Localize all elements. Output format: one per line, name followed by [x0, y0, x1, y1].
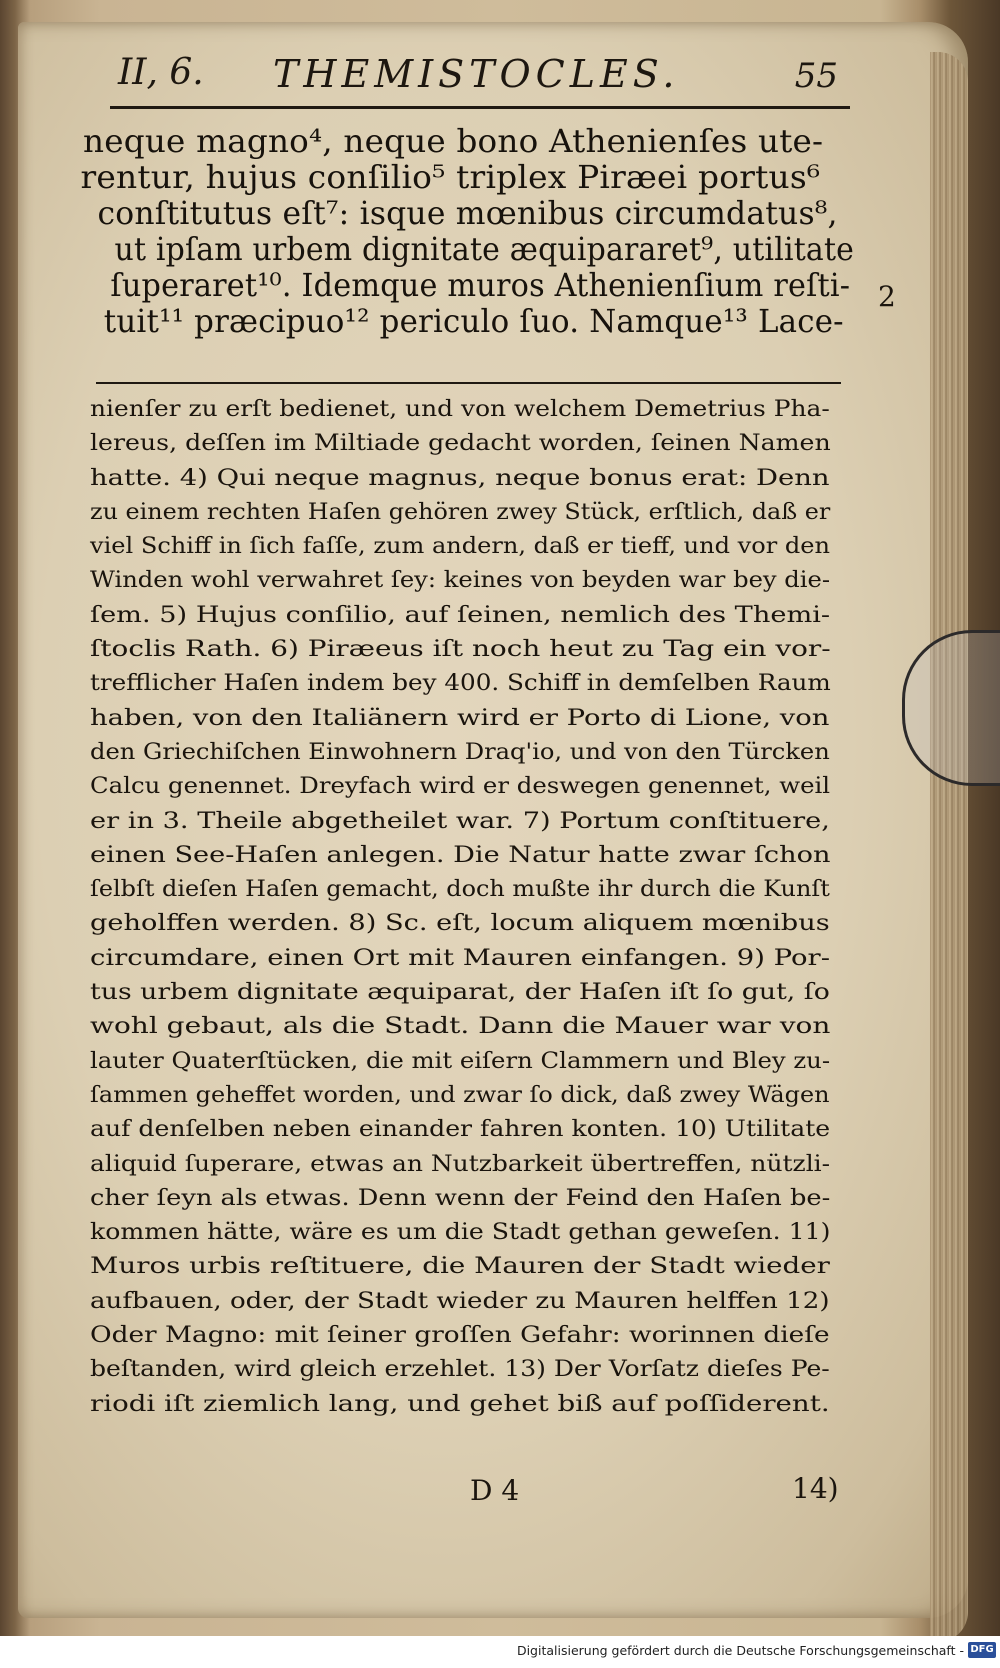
- credit-bar: [0, 1636, 1000, 1668]
- latin-line: conſtitutus eſt⁷: isque mœnibus circumdatus⁸,: [97, 196, 838, 232]
- note-line: geholffen werden. 8) Sc. eſt, locum aliquem mœnibus: [90, 910, 830, 937]
- latin-line: rentur, hujus conſilio⁵ triplex Piræei portus⁶: [80, 160, 821, 196]
- dfg-logo: DFG: [968, 1642, 996, 1658]
- header-rule: [110, 106, 850, 109]
- header-title: THEMISTOCLES.: [273, 52, 680, 96]
- note-line: beſtanden, wird gleich erzehlet. 13) Der Vorſatz dieſes Pe-: [90, 1356, 830, 1383]
- note-line: Oder Magno: mit ſeiner groſſen Gefahr: worinnen dieſe: [90, 1322, 830, 1349]
- note-line: kommen hätte, wäre es um die Stadt gethan geweſen. 11): [90, 1219, 831, 1246]
- note-line: cher ſeyn als etwas. Denn wenn der Feind den Haſen be-: [90, 1184, 831, 1211]
- note-line: den Griechiſchen Einwohnern Draq'io, und von den Türcken: [90, 738, 830, 765]
- footnotes-block: [90, 392, 850, 1421]
- note-line: riodi iſt ziemlich lang, und gehet biß auf poſſiderent.: [90, 1390, 830, 1417]
- note-line: lereus, deſſen im Miltiade gedacht worden, ſeinen Namen: [90, 430, 831, 457]
- note-line: hatte. 4) Qui neque magnus, neque bonus erat: Denn: [90, 464, 830, 491]
- note-line: wohl gebaut, als die Stadt. Dann die Mauer war von: [90, 1013, 831, 1040]
- note-line: Winden wohl verwahret ſey: keines von beyden war bey die-: [90, 567, 831, 594]
- latin-text-block: [80, 124, 855, 340]
- note-line: aufbauen, oder, der Stadt wieder zu Mauren helffen 12): [90, 1287, 830, 1314]
- note-line: haben, von den Italiänern wird er Porto di Lione, von: [90, 704, 830, 731]
- note-line: ſelbſt dieſen Haſen gemacht, doch mußte ihr durch die Kunſt: [90, 876, 830, 903]
- margin-number: 2: [878, 280, 896, 313]
- note-line: trefflicher Haſen indem bey 400. Schiff in demſelben Raum: [90, 670, 831, 697]
- note-line: zu einem rechten Haſen gehören zwey Stück, erſtlich, daß er: [90, 498, 831, 525]
- note-line: viel Schiff in ſich faſſe, zum andern, daß er tieff, und vor den: [90, 533, 830, 560]
- latin-line: neque magno⁴, neque bono Athenienſes ute-: [83, 124, 824, 160]
- latin-line: ſuperaret¹⁰. Idemque muros Athenienſium reſti-: [110, 268, 851, 304]
- note-line: aliquid ſuperare, etwas an Nutzbarkeit übertreffen, nützli-: [90, 1150, 831, 1177]
- note-line: ſem. 5) Hujus conſilio, auf ſeinen, nemlich des Themi-: [90, 601, 831, 628]
- note-line: tus urbem dignitate æquiparat, der Haſen iſt ſo gut, ſo: [90, 979, 830, 1006]
- note-line: Muros urbis reſtituere, die Mauren der Stadt wieder: [90, 1253, 830, 1280]
- header-signature: II, 6.: [118, 52, 204, 93]
- note-line: Calcu genennet. Dreyfach wird er deswegen genennet, weil: [90, 773, 831, 800]
- signature-mark: D 4: [470, 1474, 520, 1507]
- note-line: circumdare, einen Ort mit Mauren einfangen. 9) Por-: [90, 944, 830, 971]
- latin-line: tuit¹¹ præcipuo¹² periculo ſuo. Namque¹³ Lace-: [103, 304, 844, 340]
- note-line: ſtoclis Rath. 6) Piræeus iſt noch heut zu Tag ein vor-: [90, 636, 831, 663]
- note-line: er in 3. Theile abgetheilet war. 7) Portum conſtituere,: [90, 807, 830, 834]
- credit-text: Digitalisierung gefördert durch die Deutsche Forschungsgemeinschaft -: [516, 1643, 964, 1658]
- note-line: nienſer zu erſt bedienet, und von welchem Demetrius Pha-: [90, 396, 830, 422]
- notes-rule: [96, 382, 841, 384]
- latin-line: ut ipſam urbem dignitate æquipararet⁹, utilitate: [114, 232, 855, 268]
- catchword: 14): [792, 1472, 839, 1505]
- note-line: lauter Quaterſtücken, die mit eiſern Clammern und Bley zu-: [90, 1047, 831, 1074]
- note-line: ſammen geheffet worden, und zwar ſo dick, daß zwey Wägen: [90, 1081, 830, 1108]
- page-number: 55: [794, 56, 838, 96]
- note-line: auf denſelben neben einander fahren konten. 10) Utilitate: [90, 1116, 831, 1143]
- running-header: [118, 52, 838, 102]
- note-line: einen See-Haſen anlegen. Die Natur hatte zwar ſchon: [90, 841, 831, 868]
